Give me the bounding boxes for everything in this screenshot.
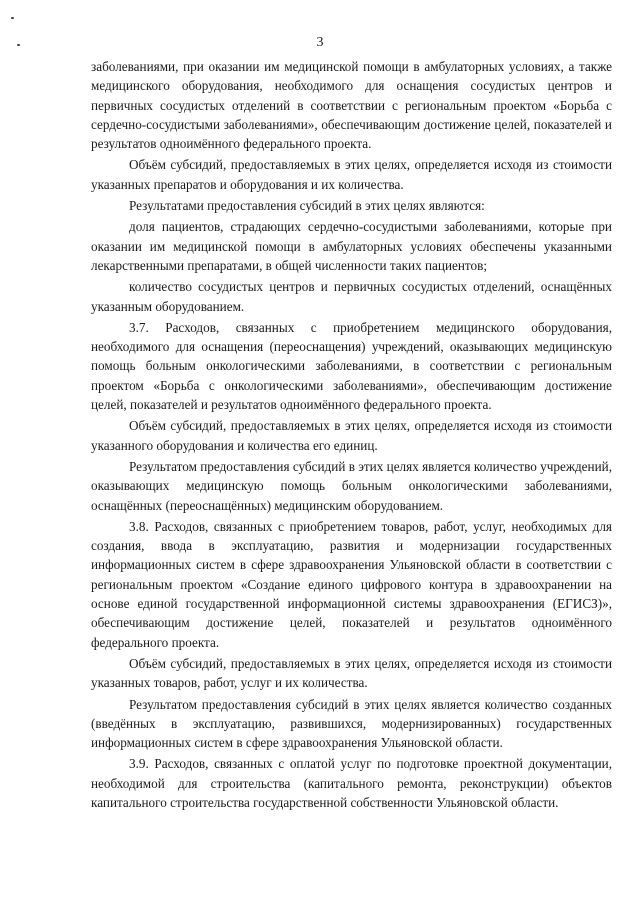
document-body <box>91 57 612 814</box>
paragraph: 3.9. Расходов, связанных с оплатой услуг по подготовке проектной документации, необходимой для строительства (капитального ремонта, реконструкции) объектов капитального строительства государственной собственности Ульяновской области. <box>91 756 612 810</box>
paragraph: Результатом предоставления субсидий в этих целях является количество учреждений, оказывающих медицинскую помощь больным онкологическими заболеваниями, оснащённых (переоснащённых) медицинским оборудованием. <box>91 458 612 513</box>
paragraph: количество сосудистых центров и первичных сосудистых отделений, оснащённых указанным оборудованием. <box>91 279 612 314</box>
paragraph: Объём субсидий, предоставляемых в этих целях, определяется исходя из стоимости указанных препаратов и оборудования и их количества. <box>91 157 612 192</box>
paragraph: 3.7. Расходов, связанных с приобретением медицинского оборудования, необходимого для оснащения (переоснащения) учреждений, оказывающих медицинскую помощь больным онкологическими заболеваниями, в соответствии с региональным проектом «Борьба с онкологическими заболеваниями», обеспечивающим достижение целей, показателей и результатов одноимённого федерального проекта. <box>91 319 612 413</box>
paragraph: Объём субсидий, предоставляемых в этих целях, определяется исходя из стоимости указанного оборудования и количества его единиц. <box>91 418 612 453</box>
scan-speck <box>11 17 14 19</box>
paragraph: Объём субсидий, предоставляемых в этих целях, определяется исходя из стоимости указанных товаров, работ, услуг и их количества. <box>91 655 612 691</box>
paragraph: 3.8. Расходов, связанных с приобретением товаров, работ, услуг, необходимых для создания, ввода в эксплуатацию, развития и модернизации государственных информационных систем в сфере здравоохранения Ульяновской области в соответствии с региональным проектом «Создание единого цифрового контура в здравоохранении на основе единой государственной информационной системы здравоохранения (ЕГИСЗ)», обеспечивающим достижение целей, показателей и результатов одноимённого федерального проекта. <box>91 518 612 650</box>
paragraph: Результатом предоставления субсидий в этих целях является количество созданных (введённых в эксплуатацию, развившихся, модернизированных) государственных информационных систем в сфере здравоохранения Ульяновской области. <box>91 696 612 751</box>
paragraph: доля пациентов, страдающих сердечно-сосудистыми заболеваниями, которые при оказании им медицинской помощи в амбулаторных условиях обеспечены указанными лекарственными препаратами, в общей численности таких пациентов; <box>91 219 612 273</box>
page-number: 3 <box>316 35 324 50</box>
paragraph: заболеваниями, при оказании им медицинской помощи в амбулаторных условиях, а также медицинского оборудования, необходимого для оснащения сосудистых центров и первичных сосудистых отделений в соответствии с региональным проектом «Борьба с сердечно-сосудистыми заболеваниями», обеспечивающим достижение целей, показателей и результатов одноимённого федерального проекта. <box>91 59 612 152</box>
paragraph: Результатами предоставления субсидий в этих целях являются: <box>129 198 485 214</box>
